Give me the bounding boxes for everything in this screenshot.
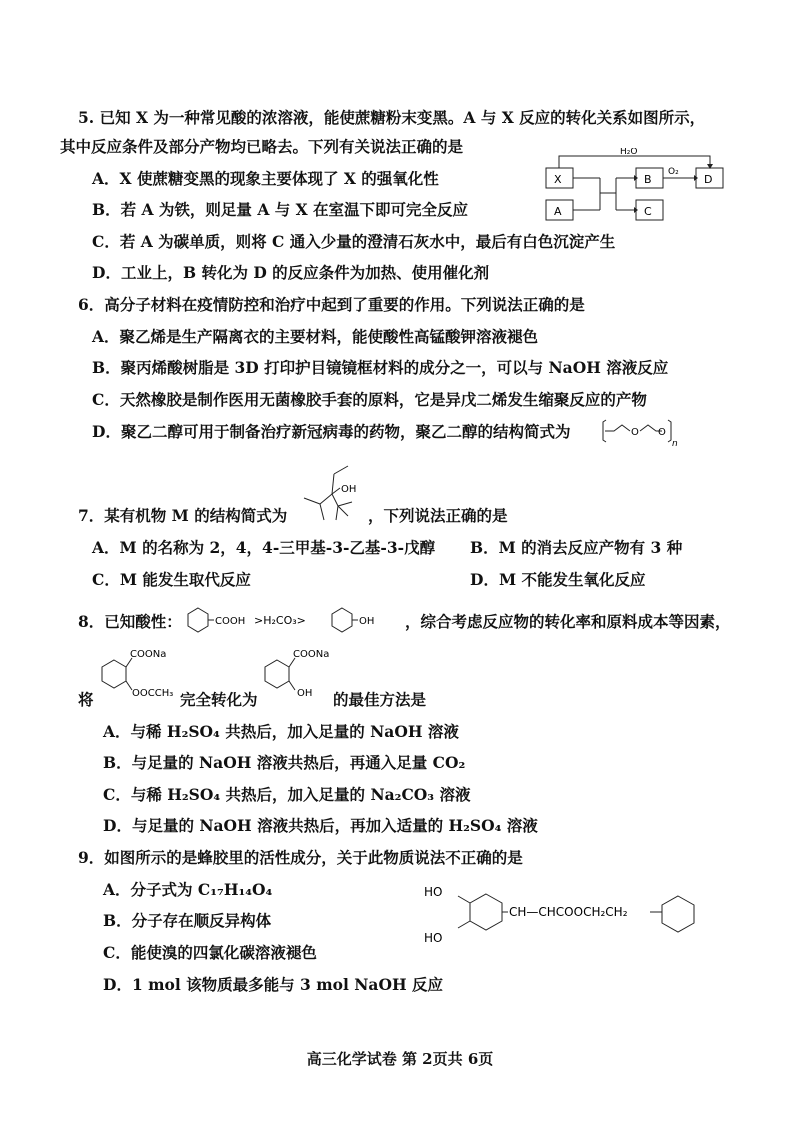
q8-jiang: 将 <box>78 690 94 709</box>
q8-end: 的最佳方法是 <box>333 690 427 709</box>
q7-option-c: C．M 能发生取代反应 <box>92 570 251 589</box>
m-oh-label: OH <box>341 484 357 495</box>
label-b: B <box>644 173 652 186</box>
q8-stem-pre: 8．已知酸性： <box>78 612 182 631</box>
q9-caffeic-ester-structure <box>420 880 720 970</box>
q5-conversion-diagram <box>540 148 750 230</box>
q5-stem-line2: 其中反应条件及部分产物均已略去。下列有关说法正确的是 <box>60 137 464 156</box>
q8-stem-post: ，综合考虑反应物的转化率和原料成本等因素， <box>405 612 731 631</box>
peg-o2: O <box>658 427 666 438</box>
label-c: C <box>644 205 652 218</box>
q5-option-a: A．X 使蔗糖变黑的现象主要体现了 X 的强氧化性 <box>92 169 439 188</box>
peg-structure <box>600 416 680 448</box>
peg-o1: O <box>631 427 639 438</box>
acid-mid: >H₂CO₃> <box>254 614 306 627</box>
q8-option-c: C．与稀 H₂SO₄ 共热后，加入足量的 Na₂CO₃ 溶液 <box>103 785 471 804</box>
ho-bottom: HO <box>424 931 443 945</box>
q6-option-d: D．聚乙二醇可用于制备治疗新冠病毒的药物，聚乙二醇的结构简式为 <box>92 422 571 441</box>
q8-mid: 完全转化为 <box>180 690 258 709</box>
q7-stem-pre: 7．某有机物 M 的结构简式为 <box>78 506 288 525</box>
q9-option-c: C．能使溴的四氯化碳溶液褪色 <box>103 943 317 962</box>
product-coona: COONa <box>293 649 330 660</box>
reactant-ooccch3: OOCCH₃ <box>132 688 174 699</box>
q6-option-c: C．天然橡胶是制作医用无菌橡胶手套的原料，它是异戊二烯发生缩聚反应的产物 <box>92 390 647 409</box>
q5-option-c: C．若 A 为碳单质，则将 C 通入少量的澄清石灰水中，最后有白色沉淀产生 <box>92 232 616 251</box>
side-chain: CH—CHCOOCH₂CH₂ <box>509 905 628 919</box>
reactant-coona: COONa <box>130 649 167 660</box>
acid-cooh: COOH <box>215 616 246 627</box>
ho-top: HO <box>424 885 443 899</box>
q7-option-d: D．M 不能发生氧化反应 <box>470 570 646 589</box>
label-a: A <box>554 205 562 218</box>
q9-stem: 9．如图所示的是蜂胶里的活性成分，关于此物质说法不正确的是 <box>78 848 523 867</box>
q6-option-a: A．聚乙烯是生产隔离衣的主要材料，能使酸性高锰酸钾溶液褪色 <box>92 327 539 346</box>
q9-option-d: D．1 mol 该物质最多能与 3 mol NaOH 反应 <box>103 975 444 994</box>
q9-option-a: A．分子式为 C₁₇H₁₄O₄ <box>103 880 273 899</box>
peg-n: n <box>672 439 678 448</box>
q8-reactant-structure <box>92 646 192 706</box>
q8-option-a: A．与稀 H₂SO₄ 共热后，加入足量的 NaOH 溶液 <box>103 722 459 741</box>
product-oh: OH <box>297 688 313 699</box>
q7-option-b: B．M 的消去反应产物有 3 种 <box>470 538 683 557</box>
q5-option-d: D．工业上，B 转化为 D 的反应条件为加热、使用催化剂 <box>92 263 490 282</box>
acid-oh: OH <box>359 616 375 627</box>
q6-option-b: B．聚丙烯酸树脂是 3D 打印护目镜镜框材料的成分之一，可以与 NaOH 溶液反应 <box>92 358 669 377</box>
q8-option-b: B．与足量的 NaOH 溶液共热后，再通入足量 CO₂ <box>103 753 466 772</box>
q8-option-d: D．与足量的 NaOH 溶液共热后，再加入适量的 H₂SO₄ 溶液 <box>103 816 538 835</box>
q5-stem-line1: 5. 已知 X 为一种常见酸的浓溶液，能使蔗糖粉末变黑。A 与 X 反应的转化关系如图所示， <box>78 108 706 127</box>
q8-product-structure <box>255 646 341 706</box>
page-footer: 高三化学试卷 第 2页共 6页 <box>306 1050 494 1068</box>
q9-option-b: B．分子存在顺反异构体 <box>103 911 272 930</box>
q7-structure-m <box>294 462 374 532</box>
q5-option-b: B．若 A 为铁，则足量 A 与 X 在室温下即可完全反应 <box>92 200 469 219</box>
label-o2: O₂ <box>668 167 679 177</box>
label-d: D <box>704 173 713 186</box>
label-x: X <box>554 173 562 186</box>
q6-stem: 6．高分子材料在疫情防控和治疗中起到了重要的作用。下列说法正确的是 <box>78 295 585 314</box>
label-h2o: H₂O <box>620 148 638 157</box>
q8-acidity-order <box>182 598 398 642</box>
q7-stem-post: ，下列说法正确的是 <box>368 506 508 525</box>
q7-option-a: A．M 的名称为 2，4，4-三甲基-3-乙基-3-戊醇 <box>92 538 436 557</box>
